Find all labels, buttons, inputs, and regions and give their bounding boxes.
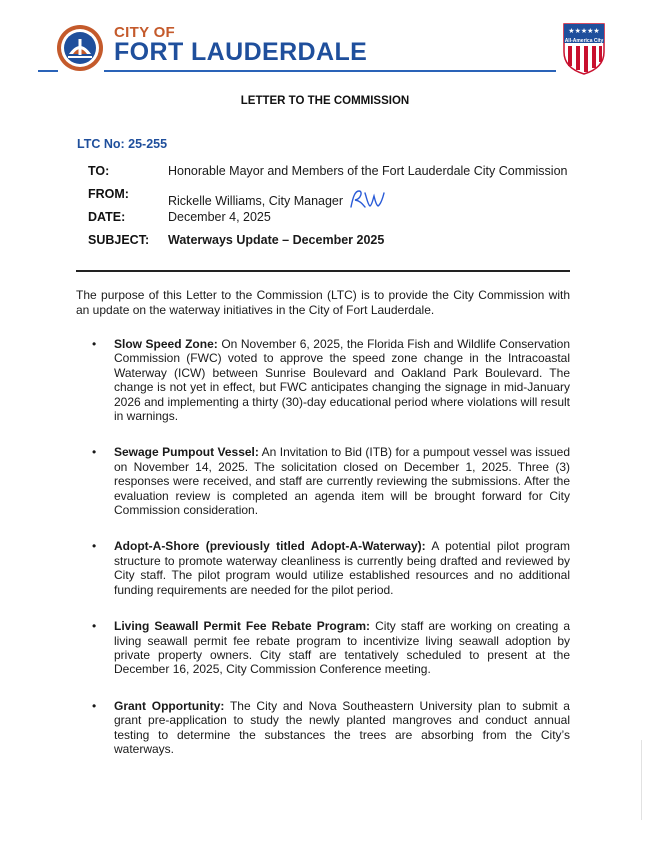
header-rule-left <box>38 70 58 72</box>
spacer <box>92 677 570 699</box>
bullet-icon: • <box>92 619 97 634</box>
bullet-icon: • <box>92 698 97 713</box>
scan-edge-mark <box>641 740 642 820</box>
item-title: Grant Opportunity: <box>114 698 225 713</box>
item-body: A potential pilot program structure to promote waterway cleanliness is currently being drafted and reviewed by City staff. The pilot program would utilize established resources and no additional funding requirements are needed for the pilot period. <box>114 539 571 597</box>
item-body: On November 6, 2025, the Florida Fish and Wildlife Conservation Commission (FWC) voted to approve the speed zone change in the Intracoastal Waterway (ICW) between Sunrise Boulevard and Oakland Park Boulevard. The change is not yet in effect, but FWC anticipates changing the signage in mid-January 2026 and implementing a thirty (30)-day educational period where violations will result in warnings. <box>114 337 570 424</box>
to-label: TO: <box>88 164 110 178</box>
item-title: Adopt-A-Shore (previously titled Adopt-A-Waterway): <box>114 539 426 554</box>
date-label: DATE: <box>88 210 126 224</box>
list-item-grant-opportunity <box>92 699 570 757</box>
bullet-icon: • <box>92 539 97 554</box>
bullet-icon: • <box>92 337 97 351</box>
all-america-city-badge-icon <box>562 22 606 76</box>
badge-label: All-America City <box>564 38 604 44</box>
list-item-sewage-pumpout <box>92 445 570 517</box>
spacer <box>92 597 570 619</box>
from-value-wrap <box>168 187 391 211</box>
document-title: LETTER TO THE COMMISSION <box>240 95 410 107</box>
update-list <box>92 337 570 756</box>
bullet-icon: • <box>92 445 97 460</box>
item-title: Sewage Pumpout Vessel: <box>114 445 259 460</box>
list-item-adopt-a-shore <box>92 539 570 597</box>
spacer <box>92 517 570 539</box>
item-title: Living Seawall Permit Fee Rebate Program: <box>114 619 371 634</box>
date-value: December 4, 2025 <box>168 210 271 224</box>
item-body: City staff are working on creating a living seawall permit fee rebate program to incentivize living seawall adoption by private property owners. City staff are tentatively scheduled to present at the December 16, 2025, City Commission Conference meeting. <box>114 619 570 677</box>
item-body: The City and Nova Southeastern University plan to submit a grant pre-application to study the newly planted mangroves and conduct annual testing to determine the substances the trees are absorbing from the City’s waterways. <box>114 698 570 756</box>
header-divider <box>76 270 570 272</box>
intro-paragraph: The purpose of this Letter to the Commission (LTC) is to provide the City Commission with an update on the waterway initiatives in the City of Fort Lauderdale. <box>76 288 570 317</box>
list-item-living-seawall <box>92 619 570 677</box>
signature-initials-icon <box>347 187 391 211</box>
svg-text:★★★★★: ★★★★★ <box>568 27 600 35</box>
city-of-label: CITY OF <box>114 24 175 41</box>
subject-value: Waterways Update – December 2025 <box>168 233 385 247</box>
header-rule <box>104 70 556 72</box>
letterhead <box>0 0 650 80</box>
item-title: Slow Speed Zone: <box>114 337 218 351</box>
subject-label: SUBJECT: <box>88 233 150 247</box>
list-item-slow-speed-zone <box>92 337 570 423</box>
ltc-number: LTC No: 25-255 <box>77 137 168 151</box>
from-label: FROM: <box>88 187 129 201</box>
spacer <box>92 423 570 445</box>
city-name-wordmark: FORT LAUDERDALE <box>114 38 368 66</box>
city-seal-icon <box>56 24 104 72</box>
from-value: Rickelle Williams, City Manager <box>168 194 344 208</box>
item-body: An Invitation to Bid (ITB) for a pumpout vessel was issued on November 14, 2025. The solicitation closed on December 1, 2025. Three (3) responses were received, and staff are currently reviewing the submissions. After the evaluation review is completed an agenda item will be brought forward for City Commission consideration. <box>114 445 570 518</box>
to-value: Honorable Mayor and Members of the Fort Lauderdale City Commission <box>168 164 568 178</box>
